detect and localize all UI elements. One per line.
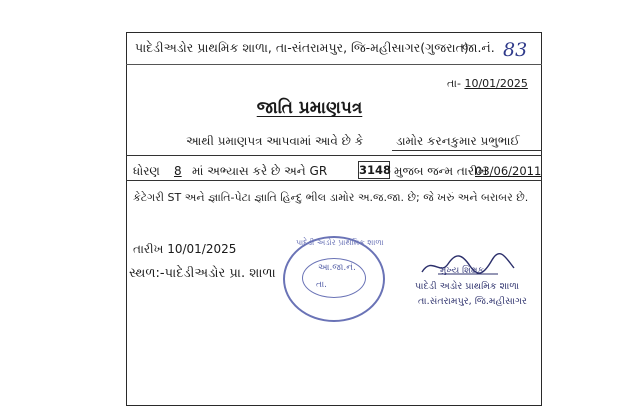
issue-date-label: તા- — [447, 77, 461, 90]
seal-center-bottom: તા. — [316, 280, 328, 290]
dob-label: મુજબ જન્મ તારીખ — [394, 164, 488, 178]
jano-number: 83 — [503, 39, 528, 61]
signature-place: તા.સંતરામપુર, જિ.મહીસાગર — [418, 296, 527, 307]
footer-place: સ્થળ:-પાદેડીઅડોર પ્રા. શાળા — [129, 266, 276, 281]
row-divider-1 — [126, 155, 542, 156]
jano-label: જા.નં. — [462, 40, 495, 55]
gr-number-box: 3148 — [359, 163, 392, 177]
issue-date-value: 10/01/2025 — [464, 77, 528, 90]
headmaster-title: મુખ્ય શિક્ષક — [440, 266, 484, 276]
std-line-text: માં અભ્યાસ કરે છે અને GR — [192, 164, 328, 178]
certificate-title-text: જાતિ પ્રમાણપત્ર — [256, 98, 363, 118]
issue-date — [447, 77, 528, 91]
std-value: 8 — [174, 164, 182, 178]
seal-ring-text: પાદેડી અડોર પ્રાથમિક શાળા — [296, 238, 384, 247]
date-of-birth: 03/06/2011 — [475, 164, 542, 178]
header-divider — [126, 64, 542, 65]
signature-school: પાદેડી અડોર પ્રાથમિક શાળા — [415, 281, 520, 292]
school-header: પાદેડીઅડોર પ્રાથમિક શાળા, તા-સંતરામપુર, જિ-મહીસાગર(ગુજરાત) — [135, 40, 469, 55]
certify-text: આથી પ્રમાણપત્ર આપવામાં આવે છે કે — [186, 134, 364, 148]
seal-center-top: આ.જા.નં. — [318, 263, 356, 273]
category-line: કેટેગરી ST અને જ્ઞાતિ-પેટા જ્ઞાતિ હિન્દુ ભીલ ડામોર અ.જ.જા. છે; જે ખરું અને બરાબર છે. — [133, 191, 529, 204]
row-divider-2 — [126, 180, 542, 181]
certificate-title — [0, 98, 619, 118]
footer-date: તારીખ 10/01/2025 — [133, 242, 237, 256]
std-label: ધોરણ — [133, 164, 160, 178]
student-name: ડામોર કરનકુમાર પ્રભુભાઈ — [396, 134, 520, 148]
student-name-underline — [392, 150, 542, 151]
